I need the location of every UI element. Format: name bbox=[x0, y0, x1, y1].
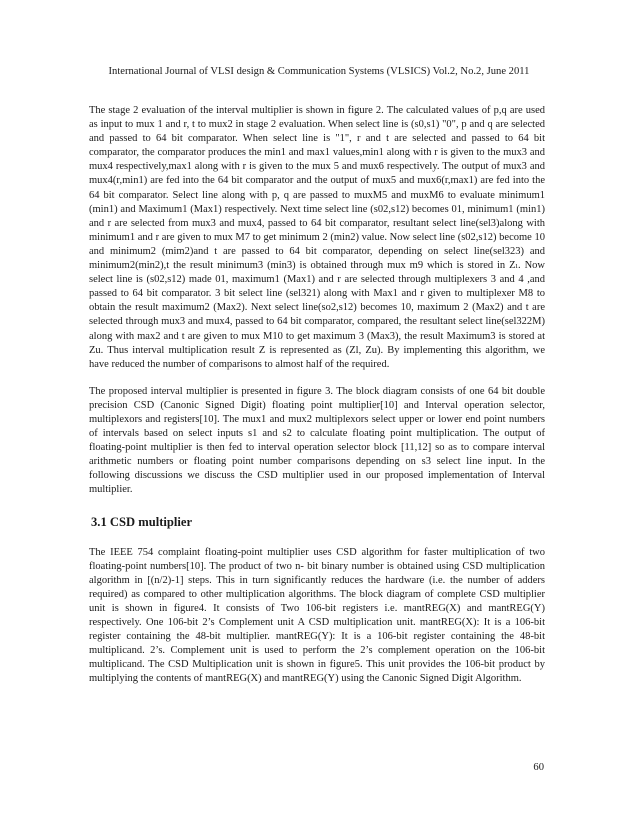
paragraph-csd-multiplier: The IEEE 754 complaint floating-point multiplier uses CSD algorithm for faster multiplication of two floating-point numbers[10]. The product of two n- bit binary number is obtained using CSD multiplication algorithm in [(n/2)-1] steps. This in turn significantly reduces the hardware (i.e. the number of adders required) as compared to other multiplication algorithms. The block diagram of complete CSD multiplier unit is shown in figure4. It consists of Two 106-bit registers i.e. mantREG(X) and mantREG(Y) respectively. One 106-bit 2’s Complement unit A CSD multiplication unit. mantREG(X): It is a 106-bit register containing the 48-bit multiplier. mantREG(Y): It is a 106-bit register containing the 48-bit multiplicand. 2’s. Complement unit is used to perform the 2’s complement operation on the 106-bit multiplicand. The CSD Multiplication unit is shown in figure5. This unit provides the 106-bit product by multiplying the contents of mantREG(X) and mantREG(Y) using the Canonic Signed Digit Algorithm. bbox=[89, 546, 545, 685]
paragraph-stage2-evaluation: The stage 2 evaluation of the interval multiplier is shown in figure 2. The calculated values of p,q are used as input to mux 1 and r, t to mux2 in stage 2 evaluation. When select line is (s0,s1) "0", p and q are selected and passed to 64 bit comparator. When select line is "1", r and t are selected and passed to 64 bit comparator, the comparator produces the min1 and max1 values,min1 along with r is given to the mux3 and mux4 respectively,max1 along with r is given to the mux 5 and mux6 respectively. The output of mux3 and mux4(r,min1) are fed into the 64 bit comparator and the output of mux5 and mux6(r,max1) are fed into the 64 bit comparator. Select line along with p, q are passed to muxM5 and muxM6 to evaluate minimum1 (min1) and Maximum1 (Max1) respectively. Next time select line (s02,s12) becomes 01, minimum1 (min1) and r are selected from mux3 and mux4, passed to 64 bit comparator, resultant select line(sel3)along with minimum1 and r are given to mux M7 to get minimum 2 (min2) value. Now select line (s02,s12) become 10 and minimum2 (mim2)and t are passed to 64 bit comparator, depending on select line(sel323) and minimum2(min2),t the result minimum3 (min3) is obtained through mux m9 which is stored in Zₗ. Now select line is (s02,s12) made 01, maximum1 (Max1) and r are selected through multiplexers 3 and 4 ,and passed to 64 bit comparator. 3 bit select line (sel321) along with Max1 and r given to multiplexer M8 to obtain the result maximum2 (Max2). Next select line(so2,s12) becomes 10, maximum 2 (Max2) and t are selected through mux3 and mux4, passed to 64 bit comparator, compared, the resultant select line(sel322M) along with max2 and t are given to mux M10 to get maximum 3 (Max3), the result Maximum3 is stored at Zu. Thus interval multiplication result Z is represented as (Zl, Zu). By implementing this algorithm, we have reduced the number of comparisons to almost half of the required. bbox=[89, 105, 545, 370]
running-header: International Journal of VLSI design & Communication Systems (VLSICS) Vol.2, No.2, June 2011 bbox=[108, 66, 530, 77]
page-number: 60 bbox=[533, 762, 544, 773]
paragraph-proposed-multiplier: The proposed interval multiplier is presented in figure 3. The block diagram consists of one 64 bit double precision CSD (Canonic Signed Digit) floating point multiplier[10] and Interval operation selector, multiplexors and registers[10]. The mux1 and mux2 multiplexors select upper or lower end point numbers of intervals based on select inputs s1 and s2 to calculate floating point multiplication. The output of floating-point multiplier is then fed to interval operation selector block [11,12] so as to compare interval arithmetic numbers or floating point number comparisons depending on s3 select line input. In the following discussions we discuss the CSD multiplier used in our proposed implementation of Interval multiplier. bbox=[89, 385, 545, 496]
body-text bbox=[89, 104, 545, 699]
section-heading: 3.1 CSD multiplier bbox=[91, 514, 193, 529]
